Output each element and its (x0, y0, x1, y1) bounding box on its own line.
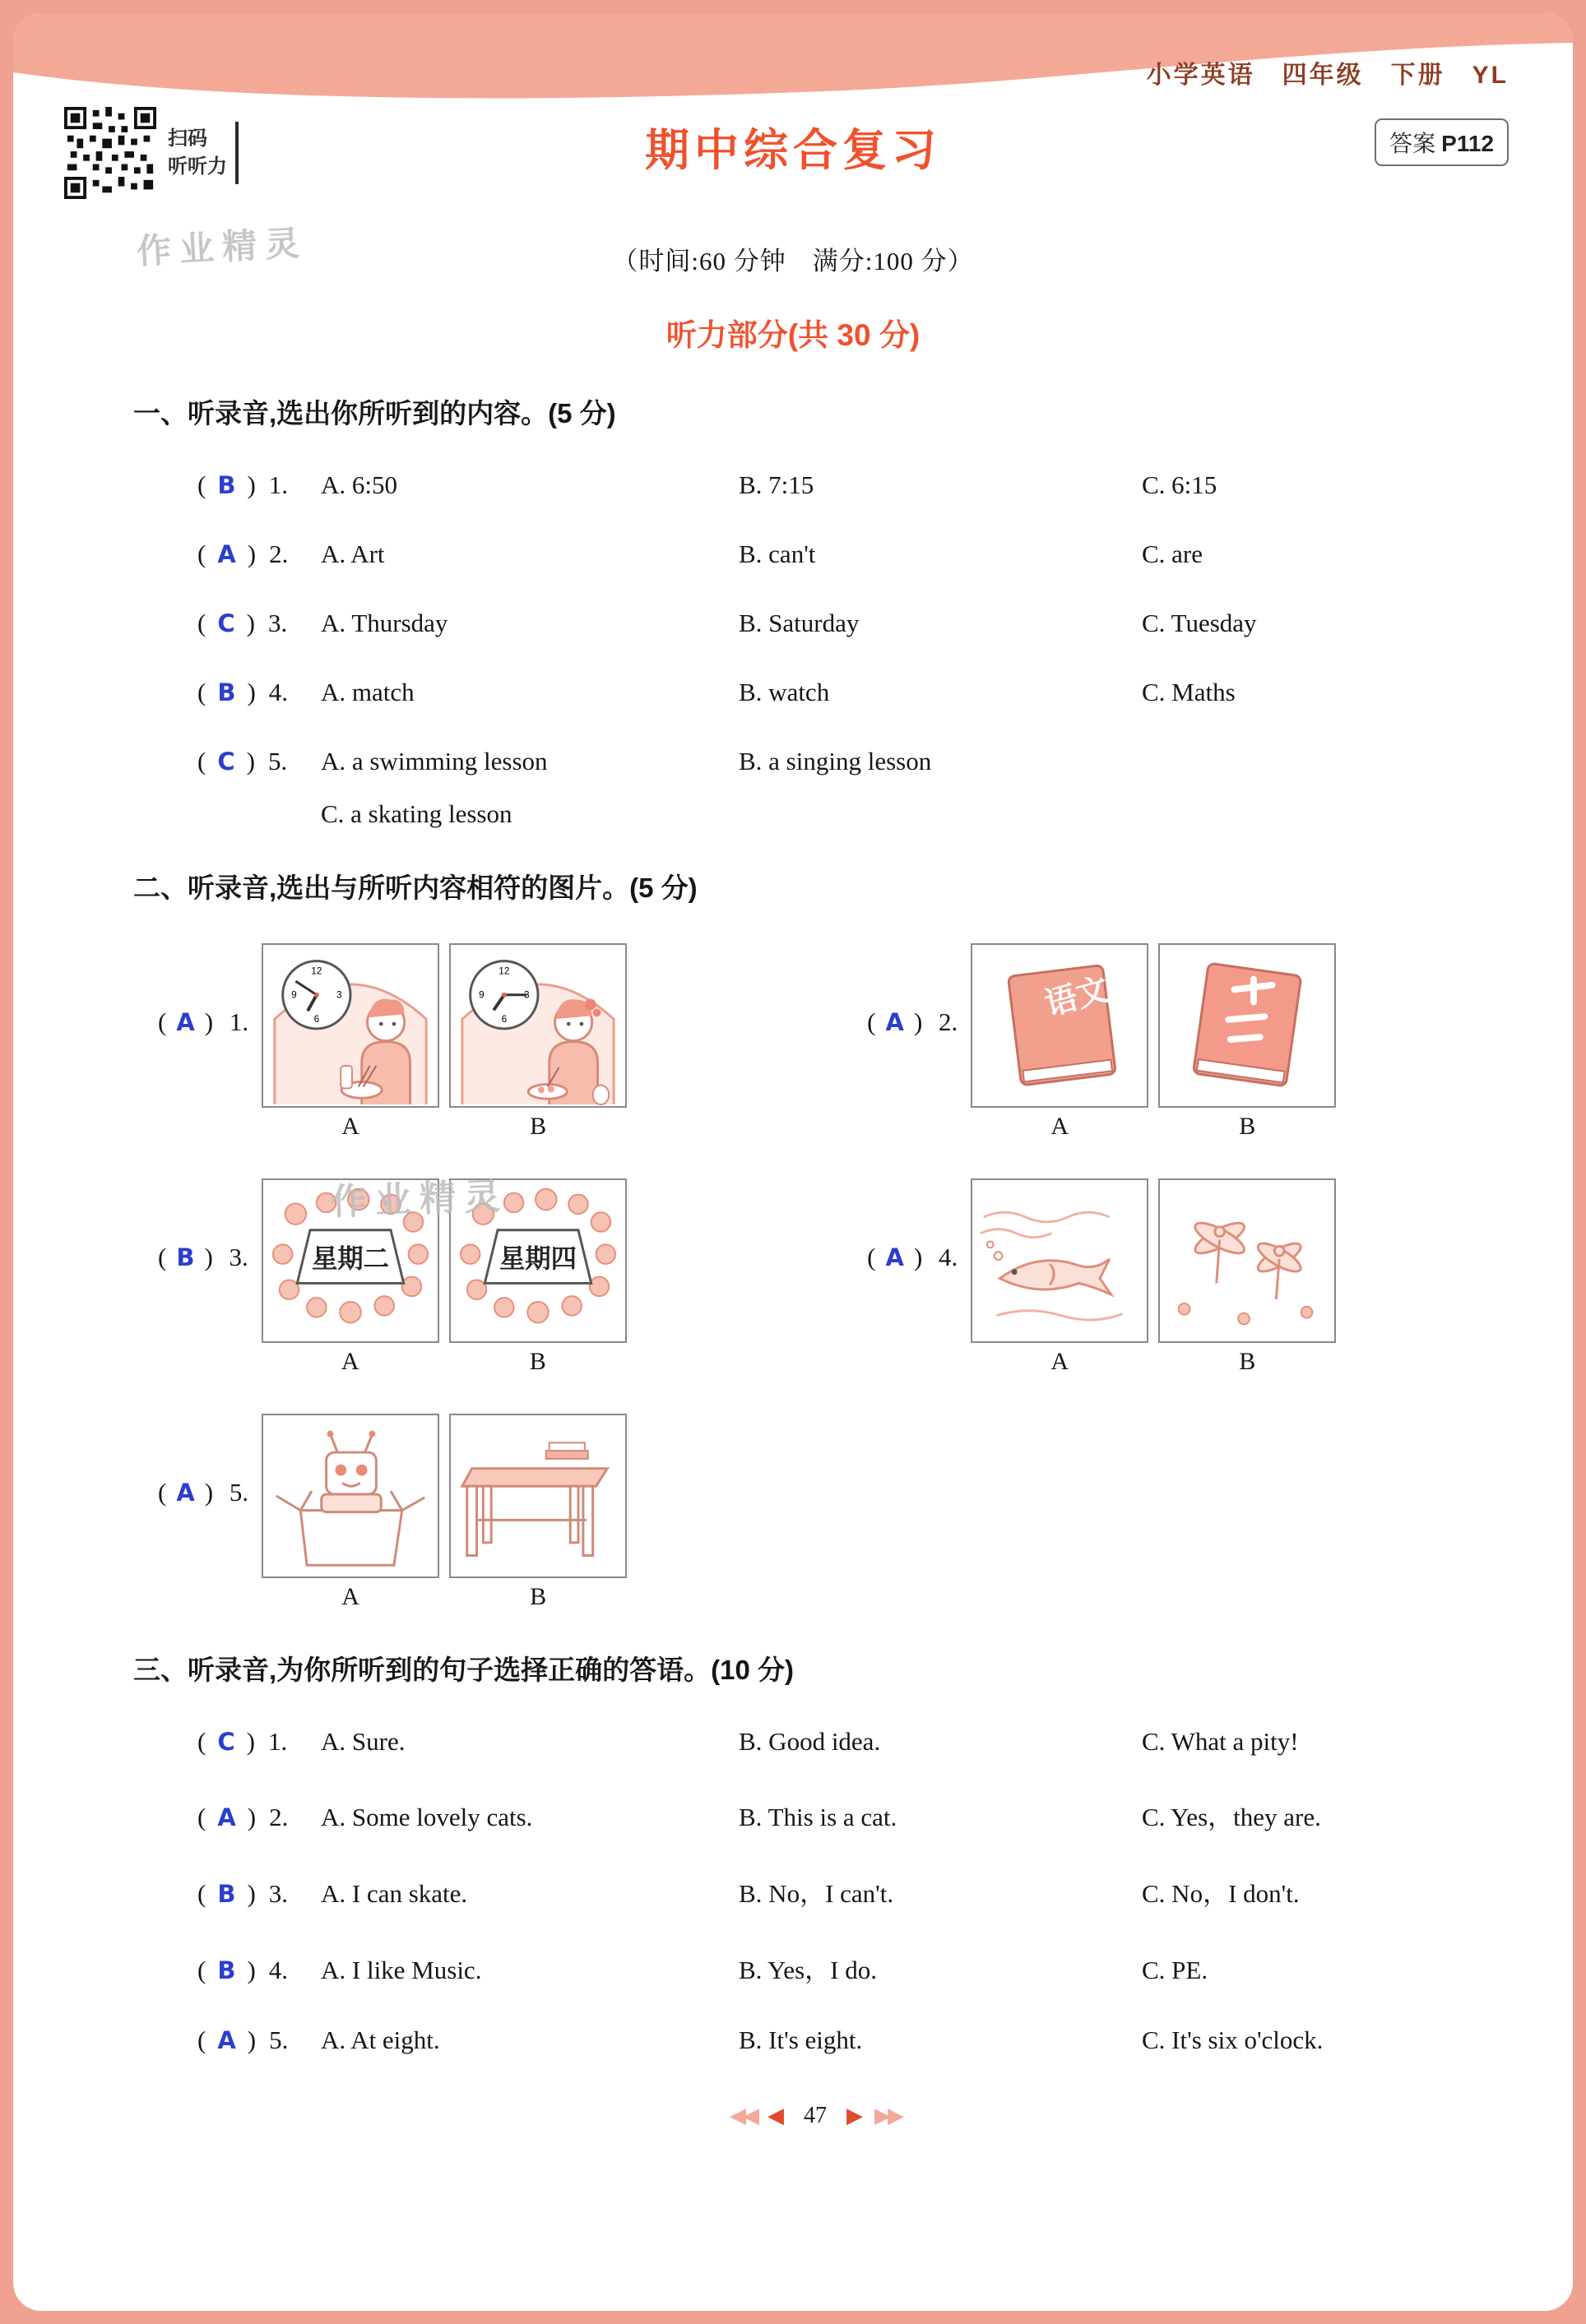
option-a: A. Thursday (321, 609, 448, 637)
part2-item-3 (133, 1178, 842, 1376)
exam-time-score-line: （时间:60 分钟 满分:100 分） (612, 247, 974, 275)
picture-label-a: A (1050, 1348, 1069, 1375)
option-c: C. Maths (1142, 678, 1236, 706)
part3-item-4 (133, 1949, 1497, 1986)
handwritten-answer: B (217, 1956, 236, 1984)
handwritten-answer: A (217, 540, 236, 568)
part2-item-1 (133, 943, 842, 1141)
part2-item-5 (133, 1414, 842, 1611)
part2-section (133, 867, 1497, 1611)
handwritten-answer: A (885, 1243, 904, 1271)
answer-blank: ( A ) 5. (197, 2025, 289, 2054)
qr-block (64, 107, 239, 199)
option-b: B. Saturday (739, 609, 860, 637)
svg-text:9: 9 (291, 989, 297, 1001)
handwritten-answer: A (217, 2026, 236, 2054)
answer-page-ref: P112 (1441, 131, 1494, 156)
picture-label-b: B (1239, 1348, 1256, 1375)
part3-item-1 (133, 1727, 1497, 1757)
option-a: A. I like Music. (321, 1956, 482, 1984)
picture-4a-swimming-fish (971, 1178, 1148, 1343)
picture-1a-boy-eating-clock (262, 943, 439, 1108)
svg-text:星期二: 星期二 (311, 1243, 389, 1273)
watermark: 作业精灵 (330, 1176, 509, 1223)
picture-label-b: B (529, 1348, 546, 1375)
handwritten-answer: C (217, 1728, 235, 1756)
option-c: C. It's six o'clock. (1142, 2025, 1324, 2054)
book-edition-label: 小学英语 四年级 下册 YL (1146, 62, 1509, 89)
picture-3a-tuesday-sign (262, 1178, 439, 1343)
page-footer (133, 2103, 1497, 2129)
svg-text:12: 12 (311, 965, 322, 977)
option-c: C. PE. (1142, 1956, 1208, 1984)
picture-4b-dragonflies (1158, 1178, 1336, 1343)
part1-heading: 一、听录音,选出你所听到的内容。(5 分) (133, 398, 616, 428)
pager-next-icon: ▶ (846, 2104, 863, 2127)
option-c: C. 6:15 (1142, 470, 1217, 499)
option-c: C. Yes，they are. (1142, 1803, 1321, 1831)
pager-prev-icon: ◀ (767, 2104, 784, 2127)
option-b: B. It's eight. (739, 2025, 863, 2054)
answer-blank: ( C ) 3. (197, 609, 288, 637)
watermark: 作业精灵 (136, 223, 309, 271)
option-b: B. a singing lesson (739, 747, 932, 775)
answer-blank: ( A ) 5. (158, 1478, 249, 1507)
answer-blank: ( A ) 2. (197, 539, 289, 568)
qr-code (64, 107, 156, 199)
page-title: 期中综合复习 (645, 126, 941, 175)
handwritten-answer: A (885, 1008, 904, 1036)
handwritten-answer: B (217, 678, 236, 706)
option-c: C. are (1142, 539, 1203, 568)
option-a: A. Some lovely cats. (321, 1803, 533, 1831)
option-a: A. match (321, 678, 415, 706)
option-b: B. No，I can't. (739, 1879, 894, 1908)
answer-blank: ( B ) 4. (197, 1956, 289, 1984)
picture-1b-girl-eating-clock (449, 943, 627, 1108)
part1-item-3 (133, 609, 1497, 638)
picture-3b-thursday-sign (449, 1178, 627, 1343)
svg-text:6: 6 (501, 1014, 508, 1025)
part1-item-4 (133, 678, 1497, 707)
option-a: A. 6:50 (321, 470, 397, 499)
handwritten-answer: B (176, 1243, 195, 1271)
option-a: A. Art (321, 539, 385, 568)
answer-blank: ( B ) 1. (197, 470, 289, 499)
listening-section-header: 听力部分(共 30 分) (665, 318, 921, 352)
picture-2a-chinese-textbook (971, 943, 1148, 1108)
part2-item-4 (842, 1178, 1497, 1376)
answer-blank: ( B ) 3. (197, 1879, 289, 1908)
answer-blank: ( B ) 4. (197, 678, 289, 706)
handwritten-answer: B (217, 1880, 236, 1908)
qr-caption (165, 122, 239, 184)
svg-text:9: 9 (479, 989, 485, 1001)
answer-blank: ( C ) 1. (197, 1727, 288, 1756)
answer-blank: ( B ) 3. (158, 1243, 248, 1271)
part3-item-3 (133, 1873, 1497, 1910)
picture-label-b: B (530, 1583, 547, 1610)
svg-text:3: 3 (524, 989, 530, 1001)
part2-item-2 (842, 943, 1497, 1141)
part1-item-2 (133, 539, 1497, 569)
part1-item-5-line2 (133, 799, 1497, 829)
part1-item-5 (133, 747, 1497, 776)
svg-text:3: 3 (336, 989, 342, 1001)
part2-heading: 二、听录音,选出与所听内容相符的图片。(5 分) (133, 873, 698, 903)
option-a: A. I can skate. (321, 1879, 468, 1908)
svg-text:12: 12 (499, 965, 510, 977)
handwritten-answer: C (217, 609, 235, 637)
option-c: C. What a pity! (1142, 1727, 1299, 1756)
part1-item-1 (133, 470, 1497, 500)
answer-blank: ( A ) 2. (867, 1007, 958, 1036)
pager-first-icon: ◀◀ (730, 2104, 756, 2127)
part3-item-2 (133, 1796, 1497, 1833)
option-b: B. Good idea. (739, 1727, 881, 1756)
option-a: A. Sure. (321, 1727, 406, 1756)
handwritten-answer: A (176, 1479, 195, 1507)
svg-text:语文: 语文 (1041, 971, 1113, 1023)
answer-blank: ( A ) 2. (197, 1803, 289, 1831)
picture-5a-robot-in-box (262, 1414, 439, 1578)
option-b: B. can't (739, 539, 816, 568)
page-number: 47 (804, 2103, 827, 2128)
handwritten-answer: A (217, 1803, 236, 1831)
picture-label-b: B (530, 1113, 547, 1140)
picture-label-b: B (1239, 1113, 1256, 1140)
qr-caption-line1: 扫码 (168, 127, 207, 150)
qr-caption-line2: 听听力 (168, 155, 227, 178)
answer-reference-box (1375, 118, 1509, 166)
part3-heading: 三、听录音,为你所听到的句子选择正确的答语。(10 分) (133, 1655, 795, 1685)
handwritten-answer: C (217, 748, 235, 775)
pager-last-icon: ▶▶ (874, 2104, 901, 2127)
answer-blank: ( A ) 4. (867, 1243, 958, 1271)
option-c: C. a skating lesson (321, 799, 512, 828)
option-b: B. This is a cat. (739, 1803, 897, 1831)
svg-text:星期四: 星期四 (499, 1243, 577, 1273)
option-b: B. 7:15 (739, 470, 814, 499)
answer-blank: ( C ) 5. (197, 747, 288, 775)
handwritten-answer: B (217, 471, 236, 499)
answer-label: 答案 (1389, 132, 1442, 157)
answer-blank: ( A ) 1. (158, 1007, 249, 1036)
handwritten-answer: A (176, 1008, 195, 1036)
option-a: A. a swimming lesson (321, 747, 548, 775)
picture-label-a: A (341, 1583, 359, 1610)
part3-item-5 (133, 2025, 1497, 2055)
picture-label-a: A (341, 1113, 359, 1140)
option-b: B. Yes，I do. (739, 1956, 877, 1984)
option-c: C. No，I don't. (1142, 1879, 1300, 1908)
part3-section (133, 1649, 1497, 2055)
option-b: B. watch (739, 678, 830, 706)
option-c: C. Tuesday (1142, 609, 1257, 637)
picture-label-a: A (341, 1348, 359, 1375)
part1-section (133, 392, 1497, 829)
picture-label-a: A (1050, 1113, 1069, 1140)
picture-5b-desk (449, 1414, 627, 1578)
page-body (13, 13, 1573, 2311)
picture-2b-math-textbook (1158, 943, 1336, 1108)
option-a: A. At eight. (321, 2025, 440, 2054)
svg-text:6: 6 (313, 1014, 320, 1025)
